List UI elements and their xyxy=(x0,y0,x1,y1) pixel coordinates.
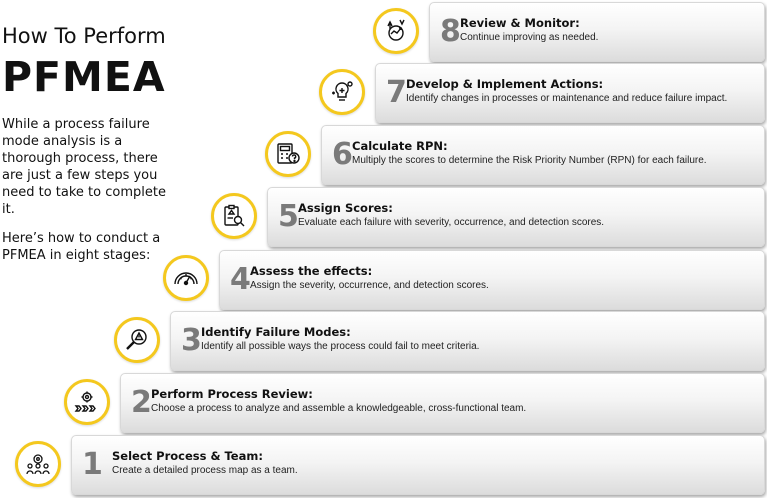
step-description: Identify changes in processes or maintenance and reduce failure impact. xyxy=(406,93,728,104)
checklist-search-icon xyxy=(211,193,257,239)
monitor-growth-icon xyxy=(373,8,419,54)
intro-panel xyxy=(2,22,182,264)
step-description: Identify all possible ways the process could fail to meet criteria. xyxy=(201,341,480,352)
step-description: Continue improving as needed. xyxy=(460,32,599,43)
intro-paragraph-2: Here’s how to conduct a PFMEA in eight stages: xyxy=(2,231,161,263)
step-title: Perform Process Review: xyxy=(151,387,313,401)
calculator-question-icon xyxy=(265,131,311,177)
step-description: Evaluate each failure with severity, occurrence, and detection scores. xyxy=(298,217,605,228)
step-3-card xyxy=(170,311,765,371)
step-title: Calculate RPN: xyxy=(352,139,448,153)
step-2-card xyxy=(120,373,765,433)
step-title: Assess the effects: xyxy=(250,264,373,278)
step-7-card xyxy=(375,63,765,123)
step-number: 5 xyxy=(278,199,299,234)
step-number: 8 xyxy=(440,14,461,49)
step-description: Multiply the scores to determine the Risk Priority Number (RPN) for each failure. xyxy=(352,155,707,166)
step-number: 7 xyxy=(386,75,407,110)
step-title: Review & Monitor: xyxy=(460,16,580,30)
lightbulb-gear-icon xyxy=(319,69,365,115)
step-4-card xyxy=(219,250,765,310)
step-title: Identify Failure Modes: xyxy=(201,325,351,339)
step-title: Select Process & Team: xyxy=(112,449,263,463)
step-number: 1 xyxy=(82,447,103,482)
gauge-icon xyxy=(163,255,209,301)
step-number: 6 xyxy=(332,137,353,172)
title-pfmea: PFMEA xyxy=(2,53,166,101)
step-title: Develop & Implement Actions: xyxy=(406,77,604,91)
step-6-card xyxy=(321,125,765,185)
title-line-1: How To Perform xyxy=(2,24,166,48)
step-description: Choose a process to analyze and assemble a knowledgeable, cross-functional team. xyxy=(151,403,527,414)
step-title: Assign Scores: xyxy=(298,201,393,215)
step-1-card xyxy=(71,435,765,495)
step-8-card xyxy=(429,2,765,62)
step-5-card xyxy=(267,187,765,247)
step-number: 2 xyxy=(131,385,152,420)
magnifier-warning-icon xyxy=(114,317,160,363)
team-icon xyxy=(15,441,61,487)
intro-paragraph-1: While a process failure mode analysis is a thorough process, there are just a few steps you need to take to complete it. xyxy=(2,117,166,217)
step-description: Create a detailed process map as a team. xyxy=(112,465,298,476)
step-number: 4 xyxy=(230,262,251,297)
step-number: 3 xyxy=(181,323,202,358)
process-gear-icon xyxy=(64,379,110,425)
step-description: Assign the severity, occurrence, and detection scores. xyxy=(250,280,489,291)
